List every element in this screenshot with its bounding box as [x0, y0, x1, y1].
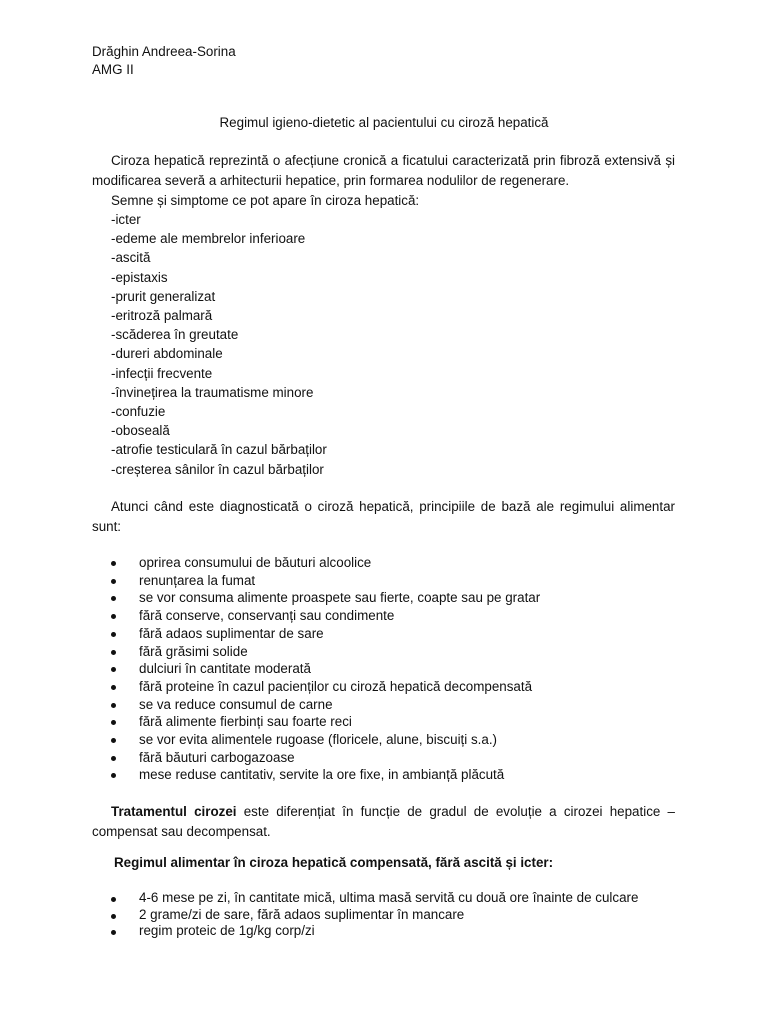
list-item: -atrofie testiculară în cazul bărbaților: [111, 442, 327, 458]
bullet-icon: [111, 897, 116, 902]
diet-intro-paragraph: [92, 497, 675, 536]
bullet-icon: [111, 596, 116, 601]
list-item: fără adaos suplimentar de sare: [92, 625, 540, 643]
list-item: fără alimente fierbinți sau foarte reci: [92, 713, 540, 731]
list-item: -confuzie: [111, 404, 166, 420]
bullet-icon: [111, 561, 116, 566]
document-title: Regimul igieno-dietetic al pacientului cu ciroză hepatică: [219, 115, 549, 130]
list-item: -scăderea în greutate: [111, 327, 239, 343]
list-item: -învinețirea la traumatisme minore: [111, 384, 314, 400]
bullet-icon: [111, 579, 116, 584]
bullet-icon: [111, 773, 116, 778]
diet-intro-text: Atunci când este diagnosticată o ciroză hepatică, principiile de bază ale regimului alimentar sunt:: [92, 499, 675, 534]
list-item: fără băuturi carbogazoase: [92, 749, 540, 767]
author-class: AMG II: [92, 62, 134, 77]
list-item: se vor consuma alimente proaspete sau fierte, coapte sau pe gratar: [92, 589, 540, 607]
author-block: [92, 43, 236, 79]
list-item: -prurit generalizat: [111, 288, 216, 304]
list-item: mese reduse cantitativ, servite la ore fixe, in ambianță plăcută: [92, 766, 540, 784]
list-item: oprirea consumului de băuturi alcoolice: [92, 554, 540, 572]
list-item: fără conserve, conservanți sau condimente: [92, 607, 540, 625]
compensated-heading: Regimul alimentar în ciroza hepatică compensată, fără ascită și icter:: [114, 855, 554, 870]
bullet-icon: [111, 632, 116, 637]
intro-paragraph: [92, 151, 675, 190]
bullet-icon: [111, 914, 116, 919]
bullet-icon: [111, 667, 116, 672]
list-item: -epistaxis: [111, 269, 168, 285]
list-item: -edeme ale membrelor inferioare: [111, 231, 306, 247]
bullet-icon: [111, 756, 116, 761]
symptoms-list: [111, 210, 327, 479]
list-item: -infecții frecvente: [111, 365, 213, 381]
treatment-text: este diferențiat în funcție de gradul de evoluție a cirozei hepatice – compensat sau decompensat.: [92, 804, 675, 839]
diet-principles-list: [92, 554, 540, 784]
symptoms-heading: Semne și simptome ce pot apare în ciroza hepatică:: [111, 193, 420, 208]
bullet-icon: [111, 614, 116, 619]
list-item: regim proteic de 1g/kg corp/zi: [92, 923, 638, 940]
bullet-icon: [111, 720, 116, 725]
list-item: -ascită: [111, 250, 151, 266]
treatment-paragraph: [92, 802, 675, 841]
compensated-diet-list: [92, 890, 638, 940]
treatment-bold: Tratamentul cirozei: [111, 804, 237, 819]
list-item: -oboseală: [111, 423, 170, 439]
list-item: fără grăsimi solide: [92, 643, 540, 661]
intro-text: Ciroza hepatică reprezintă o afecțiune cronică a ficatului caracterizată prin fibroză extensivă și modificarea severă a arhitecturii hepatice, prin formarea nodulilor de regenerare.: [92, 153, 675, 188]
list-item: -creșterea sânilor în cazul bărbaților: [111, 461, 324, 477]
list-item: se vor evita alimentele rugoase (floricele, alune, biscuiți s.a.): [92, 731, 540, 749]
list-item: -dureri abdominale: [111, 346, 223, 362]
list-item: -eritroză palmară: [111, 308, 213, 324]
list-item: 2 grame/zi de sare, fără adaos suplimentar în mancare: [92, 907, 638, 924]
bullet-icon: [111, 650, 116, 655]
bullet-icon: [111, 703, 116, 708]
list-item: dulciuri în cantitate moderată: [92, 660, 540, 678]
author-name: Drăghin Andreea-Sorina: [92, 44, 236, 59]
list-item: se va reduce consumul de carne: [92, 696, 540, 714]
bullet-icon: [111, 738, 116, 743]
list-item: fără proteine în cazul pacienților cu ciroză hepatică decompensată: [92, 678, 540, 696]
bullet-icon: [111, 930, 116, 935]
list-item: 4-6 mese pe zi, în cantitate mică, ultima masă servită cu două ore înainte de culcare: [92, 890, 638, 907]
list-item: renunțarea la fumat: [92, 572, 540, 590]
bullet-icon: [111, 685, 116, 690]
list-item: -icter: [111, 212, 141, 227]
